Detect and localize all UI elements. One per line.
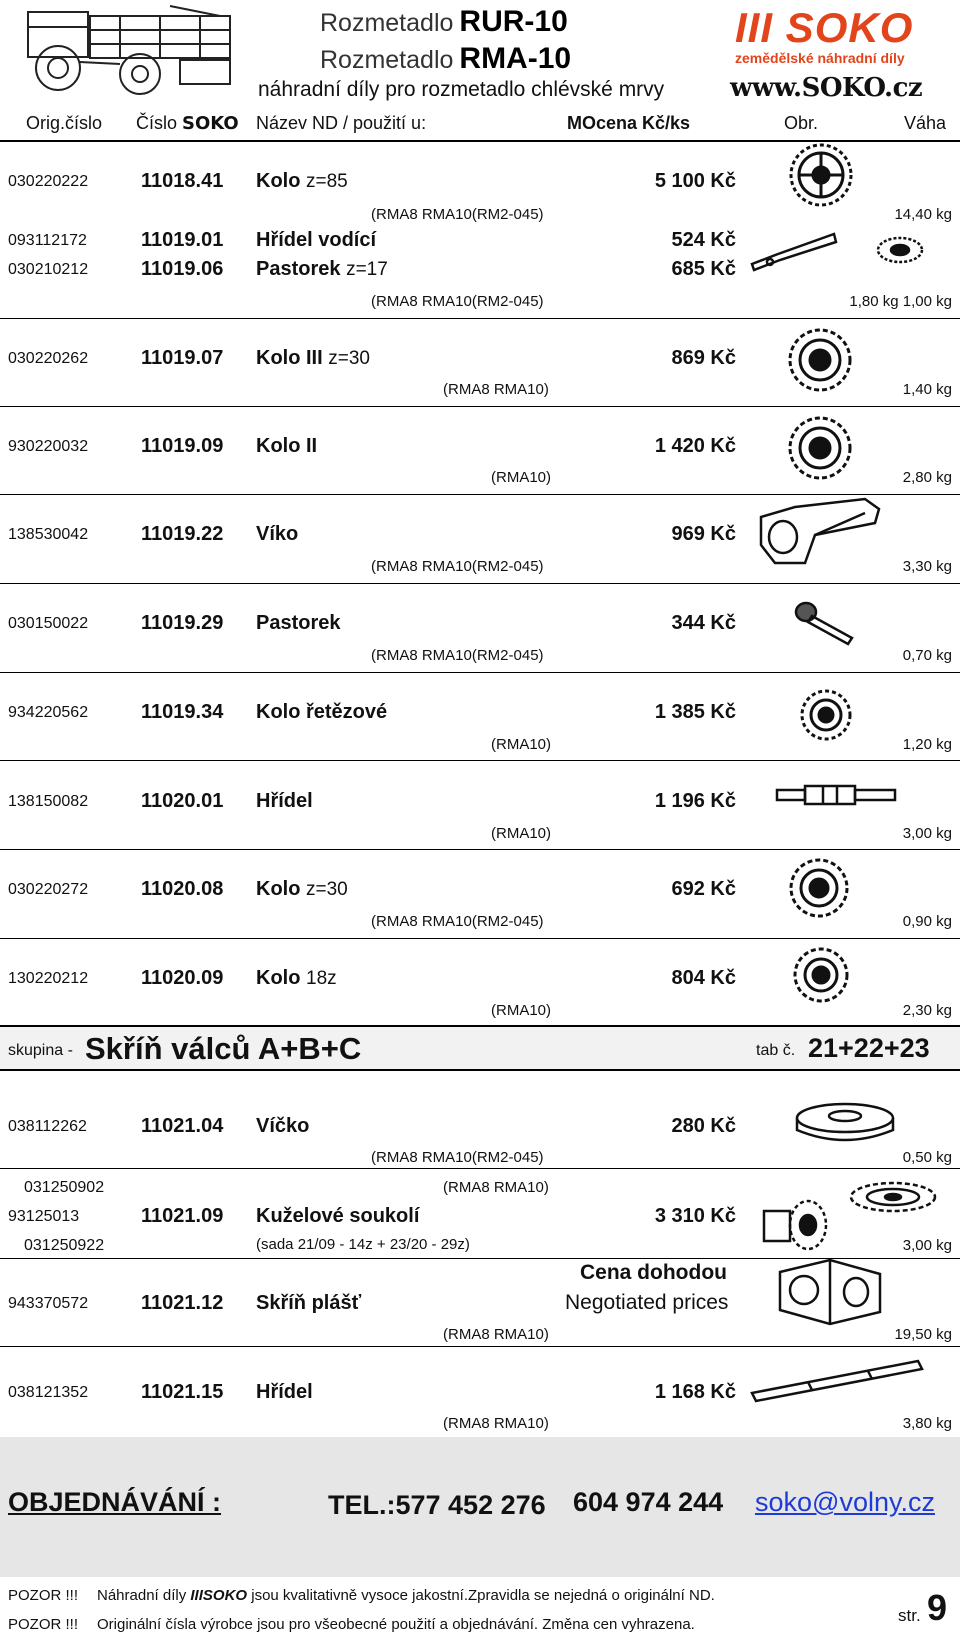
housing-icon xyxy=(770,1252,900,1328)
part-usage: (RMA8 RMA10(RM2-045) xyxy=(371,647,544,664)
part-weight: 3,00 kg xyxy=(902,1237,952,1254)
note-warning-label: POZOR !!! xyxy=(8,1587,79,1604)
soko-number: 11019.07 xyxy=(141,347,224,369)
gear-wheel-icon xyxy=(785,413,855,483)
soko-logo-subtitle: zemědělské náhradní díly xyxy=(735,50,905,66)
part-usage: (RMA8 RMA10) xyxy=(443,1326,549,1343)
group-header xyxy=(0,1025,960,1071)
price-negotiated-cz: Cena dohodou xyxy=(580,1261,727,1284)
note-original-numbers: Originální čísla výrobce jsou pro všeobecné použití a objednávání. Změna cen vyhrazena. xyxy=(97,1616,695,1633)
part-usage: (RMA8 RMA10) xyxy=(443,381,549,398)
orig-number: 030220272 xyxy=(8,881,89,898)
pinion-shaft-icon xyxy=(792,600,862,648)
row-divider xyxy=(0,1346,960,1347)
title-line-1: Rozmetadlo RUR-10 xyxy=(320,5,568,38)
soko-number: 11020.08 xyxy=(141,878,224,900)
sprocket-icon xyxy=(798,687,854,743)
part-weight: 0,70 kg xyxy=(902,647,952,664)
orig-number: 093112172 xyxy=(8,232,87,249)
price-negotiated-en: Negotiated prices xyxy=(565,1291,729,1314)
part-name: Víko xyxy=(256,523,299,545)
group-name: Skříň válců A+B+C xyxy=(85,1031,362,1066)
part-price: 344 Kč xyxy=(671,612,736,634)
orig-number: 030150022 xyxy=(8,615,89,632)
order-section xyxy=(0,1437,960,1577)
part-name: Kolo z=85 xyxy=(256,170,348,192)
group-label: skupina - xyxy=(8,1042,73,1059)
part-weight: 2,30 kg xyxy=(902,1002,952,1019)
part-weight: 1,40 kg xyxy=(902,381,952,398)
phone-number-2[interactable]: 604 974 244 xyxy=(573,1487,724,1517)
soko-number: 11019.34 xyxy=(141,701,224,723)
part-price: 1 168 Kč xyxy=(654,1381,736,1403)
part-weight: 14,40 kg xyxy=(894,206,952,223)
soko-number: 11019.29 xyxy=(141,612,224,634)
part-name: Skříň plášť xyxy=(256,1292,362,1314)
order-label: OBJEDNÁVÁNÍ : xyxy=(8,1487,222,1517)
part-weight: 0,50 kg xyxy=(902,1149,952,1166)
part-name: Kuželové soukolí xyxy=(256,1205,420,1227)
orig-number: 138150082 xyxy=(8,793,89,810)
soko-number: 11020.09 xyxy=(141,967,224,989)
part-price: 1 385 Kč xyxy=(654,701,736,723)
col-header-soko: Číslo SOKO xyxy=(136,113,239,134)
part-price: 524 Kč xyxy=(671,229,736,251)
orig-number: 038112262 xyxy=(8,1118,87,1135)
col-header-weight: Váha xyxy=(904,113,947,133)
part-price: 280 Kč xyxy=(671,1115,736,1137)
part-name: Kolo řetězové xyxy=(256,701,388,723)
part-weight: 3,80 kg xyxy=(902,1415,952,1432)
orig-number: 030220222 xyxy=(8,173,89,190)
part-usage: (RMA8 RMA10(RM2-045) xyxy=(371,558,544,575)
soko-number: 11020.01 xyxy=(141,790,224,812)
title-line-2: Rozmetadlo RMA-10 xyxy=(320,42,572,75)
part-name: Pastorek z=17 xyxy=(256,258,388,280)
orig-number: 030210212 xyxy=(8,261,89,278)
email-link[interactable]: soko@volny.cz xyxy=(755,1487,935,1517)
part-weight: 2,80 kg xyxy=(902,469,952,486)
part-weight: 19,50 kg xyxy=(894,1326,952,1343)
orig-number: 930220032 xyxy=(8,438,89,455)
soko-number: 11021.15 xyxy=(141,1381,224,1403)
gear-wheel-icon xyxy=(786,140,856,210)
part-usage: (sada 21/09 - 14z + 23/20 - 29z) xyxy=(256,1236,470,1253)
row-divider xyxy=(0,938,960,939)
orig-number-alt: 031250902 xyxy=(24,1179,105,1196)
part-price: 5 100 Kč xyxy=(654,170,736,192)
orig-number: 038121352 xyxy=(8,1384,89,1401)
part-price: 804 Kč xyxy=(671,967,736,989)
note-quality: Náhradní díly IIISOKO jsou kvalitativně vysoce jakostní.Zpravidla se nejedná o originální ND. xyxy=(97,1587,715,1604)
part-weight: 3,00 kg xyxy=(902,825,952,842)
soko-number: 11019.06 xyxy=(141,258,224,280)
part-weight: 0,90 kg xyxy=(902,913,952,930)
part-weight: 1,80 kg 1,00 kg xyxy=(849,293,952,310)
page-header xyxy=(0,0,960,140)
part-usage: (RMA8 RMA10(RM2-045) xyxy=(371,1149,544,1166)
part-price: 969 Kč xyxy=(671,523,736,545)
note-warning-label: POZOR !!! xyxy=(8,1616,79,1633)
soko-number: 11021.12 xyxy=(141,1292,224,1314)
lid-icon xyxy=(790,1100,900,1152)
orig-number: 943370572 xyxy=(8,1295,89,1312)
soko-number: 11019.22 xyxy=(141,523,224,545)
part-usage: (RMA10) xyxy=(491,469,552,486)
tab-label: tab č. xyxy=(756,1042,796,1059)
row-divider xyxy=(0,318,960,319)
page-number: 9 xyxy=(927,1587,948,1628)
part-name: Hřídel xyxy=(256,790,313,812)
part-price: 685 Kč xyxy=(671,258,736,280)
soko-number: 11019.01 xyxy=(141,229,224,251)
part-name: Kolo II xyxy=(256,435,318,457)
row-divider xyxy=(0,583,960,584)
page-label: str. xyxy=(898,1606,921,1625)
part-name: Víčko xyxy=(256,1115,310,1137)
col-header-image: Obr. xyxy=(784,113,819,133)
orig-number: 93125013 xyxy=(8,1208,80,1225)
part-name: Hřídel xyxy=(256,1381,313,1403)
col-header-name: Název ND / použití u: xyxy=(256,113,427,133)
part-name: Kolo III z=30 xyxy=(256,347,370,369)
gear-wheel-icon xyxy=(786,855,852,921)
shaft-icon xyxy=(773,780,903,810)
part-price: 1 420 Kč xyxy=(654,435,736,457)
part-name: Hřídel vodící xyxy=(256,229,377,251)
orig-number: 934220562 xyxy=(8,704,89,721)
soko-number: 11021.09 xyxy=(141,1205,224,1227)
part-usage: (RMA10) xyxy=(491,1002,552,1019)
manure-spreader-illustration xyxy=(20,2,250,98)
part-usage-top: (RMA8 RMA10) xyxy=(443,1179,549,1196)
part-usage: (RMA8 RMA10(RM2-045) xyxy=(371,206,544,223)
tab-value: 21+22+23 xyxy=(808,1033,930,1063)
part-usage: (RMA8 RMA10) xyxy=(443,1415,549,1432)
cover-icon xyxy=(755,497,885,569)
col-header-price: MOcena Kč/ks xyxy=(567,113,691,133)
part-price: 3 310 Kč xyxy=(654,1205,736,1227)
orig-number: 138530042 xyxy=(8,526,89,543)
row-divider xyxy=(0,760,960,761)
row-divider xyxy=(0,494,960,495)
part-name: Kolo 18z xyxy=(256,967,337,989)
bevel-gear-icon xyxy=(758,1175,938,1255)
part-name: Kolo z=30 xyxy=(256,878,348,900)
part-usage: (RMA8 RMA10(RM2-045) xyxy=(371,913,544,930)
soko-number: 11021.04 xyxy=(141,1115,224,1137)
part-price: 692 Kč xyxy=(671,878,736,900)
orig-number: 030220262 xyxy=(8,350,89,367)
row-divider xyxy=(0,1168,960,1169)
part-name: Pastorek xyxy=(256,612,341,634)
phone-number[interactable]: TEL.:577 452 276 xyxy=(328,1490,546,1520)
orig-number: 130220212 xyxy=(8,970,89,987)
orig-number-alt: 031250922 xyxy=(24,1237,105,1254)
part-weight: 3,30 kg xyxy=(902,558,952,575)
gear-wheel-icon xyxy=(785,325,855,395)
part-weight: 1,20 kg xyxy=(902,736,952,753)
row-divider xyxy=(0,406,960,407)
soko-number: 11019.09 xyxy=(141,435,224,457)
soko-logo: III SOKO xyxy=(735,4,914,51)
part-usage: (RMA10) xyxy=(491,825,552,842)
col-header-orig: Orig.číslo xyxy=(26,113,103,133)
part-usage: (RMA8 RMA10(RM2-045) xyxy=(371,293,544,310)
page-subtitle: náhradní díly pro rozmetadlo chlévské mrvy xyxy=(258,78,665,101)
shaft-icon xyxy=(748,228,838,273)
part-usage: (RMA10) xyxy=(491,736,552,753)
long-shaft-icon xyxy=(748,1355,928,1405)
soko-website[interactable]: www.SOKO.cz xyxy=(730,73,923,103)
pinion-icon xyxy=(870,232,930,268)
part-price: 869 Kč xyxy=(671,347,736,369)
row-divider xyxy=(0,849,960,850)
gear-wheel-icon xyxy=(790,944,852,1006)
soko-number: 11018.41 xyxy=(141,170,224,192)
row-divider xyxy=(0,672,960,673)
part-price: 1 196 Kč xyxy=(654,790,736,812)
